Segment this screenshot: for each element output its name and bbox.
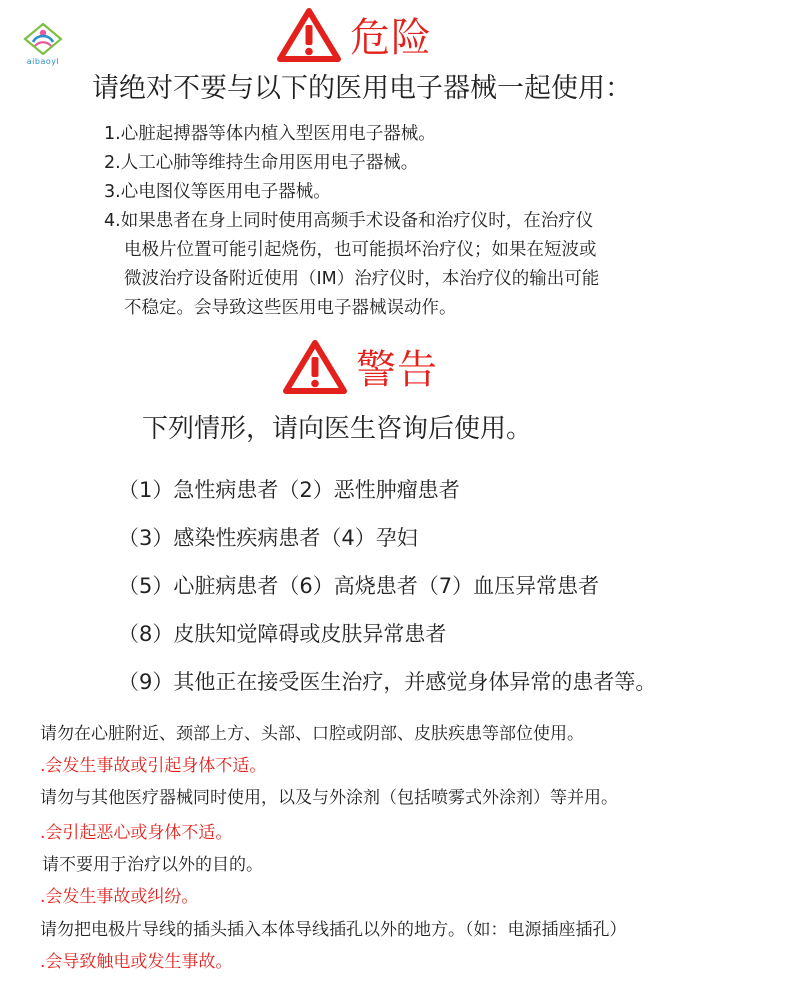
warning-triangle-icon <box>276 7 342 63</box>
warning-title: 警告 <box>356 347 438 393</box>
danger-item: 4.如果患者在身上同时使用高频手术设备和治疗仪时，在治疗仪 <box>104 211 594 231</box>
danger-item-continuation: 不稳定。会导致这些医用电子器械误动作。 <box>124 298 457 318</box>
brand-logo <box>12 22 74 66</box>
brand-logo-text: aibaoyl <box>26 57 60 66</box>
warning-condition-row: （1）急性病患者（2）恶性肿瘤患者 <box>118 478 460 502</box>
warning-intro: 下列情形，请向医生咨询后使用。 <box>142 414 533 444</box>
note-consequence: .会发生事故或引起身体不适。 <box>40 756 267 776</box>
warning-conditions-list <box>118 470 656 710</box>
danger-heading <box>276 6 432 63</box>
danger-list <box>104 120 744 323</box>
note-instruction: 请勿把电极片导线的插头插入本体导线插孔以外的地方。（如：电源插座插孔） <box>40 920 627 940</box>
danger-item-continuation: 电极片位置可能引起烧伤，也可能损坏治疗仪；如果在短波或 <box>124 240 597 260</box>
danger-item: 2.人工心肺等维持生命用医用电子器械。 <box>104 153 419 173</box>
warning-heading <box>282 338 438 395</box>
danger-item-continuation: 微波治疗设备附近使用（IM）治疗仪时，本治疗仪的输出可能 <box>124 269 600 289</box>
danger-item: 1.心脏起搏器等体内植入型医用电子器械。 <box>104 124 436 144</box>
danger-title: 危险 <box>350 15 432 61</box>
warning-triangle-icon <box>282 339 348 395</box>
danger-item: 3.心电图仪等医用电子器械。 <box>104 182 331 202</box>
note-instruction: 请勿与其他医疗器械同时使用，以及与外涂剂（包括喷雾式外涂剂）等并用。 <box>40 788 618 808</box>
warning-condition-row: （9）其他正在接受医生治疗，并感觉身体异常的患者等。 <box>118 670 657 694</box>
danger-intro: 请绝对不要与以下的医用电子器械一起使用： <box>92 73 632 104</box>
note-consequence: .会导致触电或发生事故。 <box>40 952 233 972</box>
warning-condition-row: （5）心脏病患者（6）高烧患者（7）血压异常患者 <box>118 574 600 598</box>
warning-condition-row: （3）感染性疾病患者（4）孕妇 <box>118 526 418 550</box>
brand-logo-mark <box>21 22 65 56</box>
caution-notes <box>40 718 627 978</box>
note-consequence: .会发生事故或纠纷。 <box>40 887 199 907</box>
warning-condition-row: （8）皮肤知觉障碍或皮肤异常患者 <box>118 622 447 646</box>
note-instruction: 请勿在心脏附近、颈部上方、头部、口腔或阴部、皮肤疾患等部位使用。 <box>40 724 584 744</box>
note-instruction: 请不要用于治疗以外的目的。 <box>42 855 263 875</box>
note-consequence: .会引起恶心或身体不适。 <box>40 823 233 843</box>
